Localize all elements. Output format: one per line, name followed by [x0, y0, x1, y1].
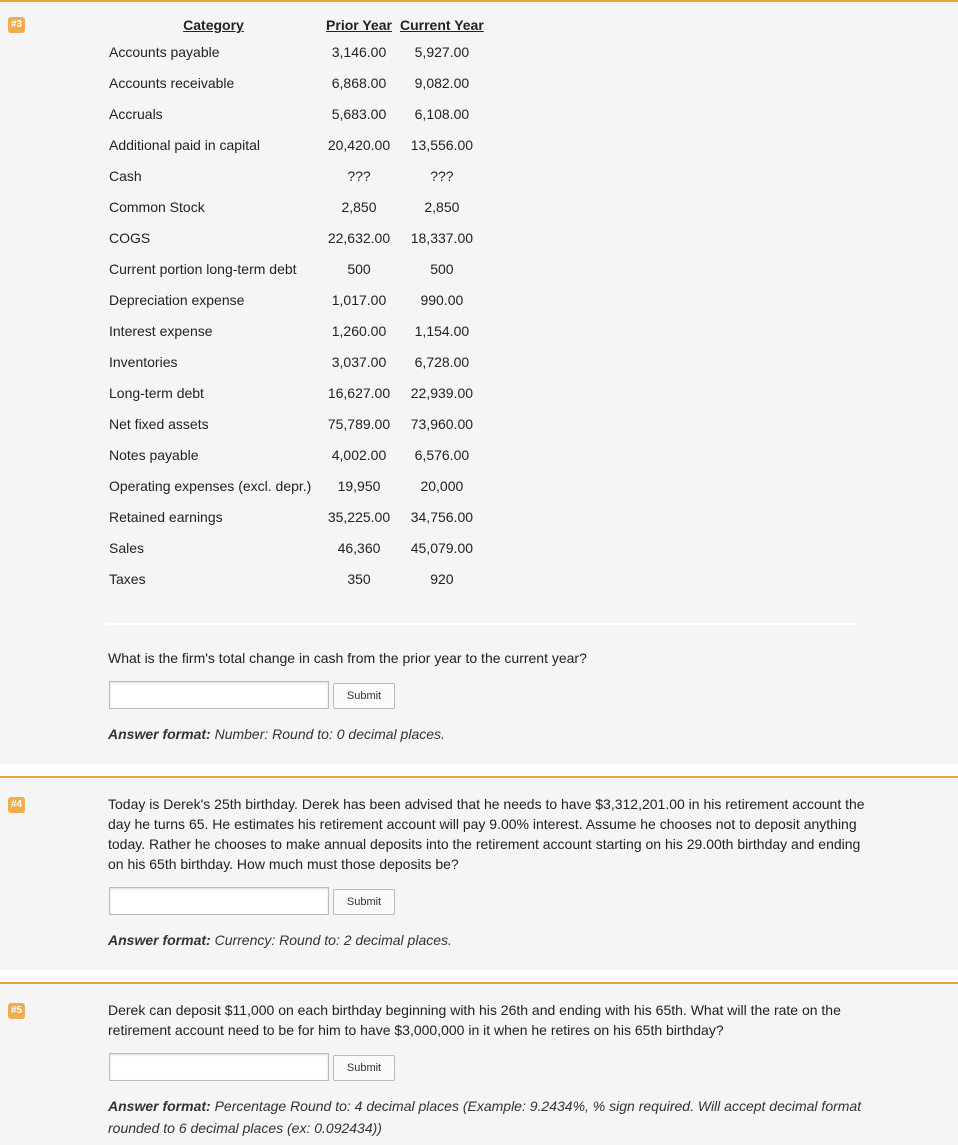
prior-year-cell: 3,146.00	[331, 43, 387, 60]
question-number-badge: #5	[8, 1003, 25, 1019]
table-row	[106, 191, 484, 222]
answer-format-label: Answer format:	[108, 1098, 211, 1114]
answer-input[interactable]	[109, 681, 329, 709]
current-year-cell: 73,960.00	[410, 415, 474, 432]
question-4-block	[0, 776, 958, 970]
prior-year-cell: 19,950	[337, 477, 381, 494]
answer-format-text: Percentage Round to: 4 decimal places (Example: 9.2434%, % sign required. Will accept decimal format rounded to 6 decimal places (ex: 0.092434))	[108, 1098, 862, 1136]
answer-input[interactable]	[109, 887, 329, 915]
table-row	[106, 284, 484, 315]
category-cell: Interest expense	[109, 322, 213, 339]
prior-year-cell: 5,683.00	[331, 105, 387, 122]
prior-year-cell: 2,850	[341, 198, 377, 215]
submit-button[interactable]: Submit	[333, 889, 395, 915]
answer-format	[108, 1095, 868, 1139]
table-row	[106, 222, 484, 253]
question-text: What is the firm's total change in cash from the prior year to the current year?	[108, 650, 587, 666]
category-cell: Inventories	[109, 353, 178, 370]
answer-format-text: Number: Round to: 0 decimal places.	[210, 726, 445, 742]
category-cell: Operating expenses (excl. depr.)	[109, 477, 312, 494]
prior-year-cell: ???	[347, 167, 371, 184]
table-row	[106, 98, 484, 129]
table-body	[106, 36, 484, 594]
column-header-category: Category	[183, 17, 244, 33]
category-cell: Notes payable	[109, 446, 199, 463]
category-cell: Cash	[109, 167, 142, 184]
column-header-prior-year: Prior Year	[326, 17, 392, 33]
current-year-cell: 920	[430, 570, 454, 587]
question-5-block	[0, 982, 958, 1145]
prior-year-cell: 6,868.00	[331, 74, 387, 91]
prior-year-cell: 4,002.00	[331, 446, 387, 463]
prior-year-cell: 500	[347, 260, 371, 277]
table-header-row	[106, 14, 484, 36]
current-year-cell: 500	[430, 260, 454, 277]
table-row	[106, 501, 484, 532]
current-year-cell: 45,079.00	[410, 539, 474, 556]
submit-button[interactable]: Submit	[333, 1055, 395, 1081]
answer-format	[108, 723, 868, 745]
table-row	[106, 439, 484, 470]
table-row	[106, 36, 484, 67]
prior-year-cell: 16,627.00	[327, 384, 391, 401]
prior-year-cell: 46,360	[337, 539, 381, 556]
column-header-current-year: Current Year	[400, 17, 484, 33]
prior-year-cell: 75,789.00	[327, 415, 391, 432]
table-row	[106, 470, 484, 501]
table-row	[106, 408, 484, 439]
table-row	[106, 532, 484, 563]
current-year-cell: ???	[430, 167, 454, 184]
question-number-badge: #3	[8, 17, 25, 33]
prior-year-cell: 22,632.00	[327, 229, 391, 246]
current-year-cell: 18,337.00	[410, 229, 474, 246]
answer-format-label: Answer format:	[108, 932, 211, 948]
prior-year-cell: 1,260.00	[331, 322, 387, 339]
question-text: Today is Derek's 25th birthday. Derek has been advised that he needs to have $3,312,201.00 in his retirement account the day he turns 65. He estimates his retirement account will pay 9.00% interest. Assume he chooses not to deposit anything today. Rather he chooses to make annual deposits into the retirement account starting on his 29.00th birthday and ending on his 65th birthday. How much must those deposits be?	[108, 796, 865, 872]
prior-year-cell: 20,420.00	[327, 136, 391, 153]
section-divider	[106, 623, 859, 625]
prior-year-cell: 3,037.00	[331, 353, 387, 370]
current-year-cell: 13,556.00	[410, 136, 474, 153]
table-row	[106, 253, 484, 284]
answer-input[interactable]	[109, 1053, 329, 1081]
category-cell: Sales	[109, 539, 145, 556]
prior-year-cell: 35,225.00	[327, 508, 391, 525]
prior-year-cell: 1,017.00	[331, 291, 387, 308]
table-row	[106, 129, 484, 160]
category-cell: Long-term debt	[109, 384, 204, 401]
financial-data-table	[106, 14, 484, 594]
table-row	[106, 377, 484, 408]
prior-year-cell: 350	[347, 570, 371, 587]
category-cell: Accruals	[109, 105, 163, 122]
question-number-badge: #4	[8, 797, 25, 813]
question-text: Derek can deposit $11,000 on each birthday beginning with his 26th and ending with his 65th. What will the rate on the retirement account need to be for him to have $3,000,000 in it when he retires on his 65th birthday?	[108, 1002, 841, 1038]
current-year-cell: 6,728.00	[414, 353, 470, 370]
category-cell: Additional paid in capital	[109, 136, 260, 153]
category-cell: Taxes	[109, 570, 146, 587]
submit-button[interactable]: Submit	[333, 683, 395, 709]
current-year-cell: 1,154.00	[414, 322, 470, 339]
category-cell: Net fixed assets	[109, 415, 209, 432]
table-row	[106, 160, 484, 191]
table-row	[106, 346, 484, 377]
category-cell: Accounts receivable	[109, 74, 235, 91]
current-year-cell: 990.00	[420, 291, 464, 308]
category-cell: Depreciation expense	[109, 291, 245, 308]
category-cell: Current portion long-term debt	[109, 260, 297, 277]
category-cell: Common Stock	[109, 198, 205, 215]
current-year-cell: 5,927.00	[414, 43, 470, 60]
current-year-cell: 2,850	[424, 198, 460, 215]
category-cell: Retained earnings	[109, 508, 223, 525]
category-cell: Accounts payable	[109, 43, 220, 60]
current-year-cell: 6,108.00	[414, 105, 470, 122]
current-year-cell: 34,756.00	[410, 508, 474, 525]
current-year-cell: 6,576.00	[414, 446, 470, 463]
answer-format-text: Currency: Round to: 2 decimal places.	[210, 932, 452, 948]
table-row	[106, 67, 484, 98]
table-row	[106, 315, 484, 346]
current-year-cell: 9,082.00	[414, 74, 470, 91]
category-cell: COGS	[109, 229, 151, 246]
answer-format	[108, 929, 868, 951]
current-year-cell: 20,000	[420, 477, 464, 494]
current-year-cell: 22,939.00	[410, 384, 474, 401]
table-row	[106, 563, 484, 594]
answer-format-label: Answer format:	[108, 726, 211, 742]
